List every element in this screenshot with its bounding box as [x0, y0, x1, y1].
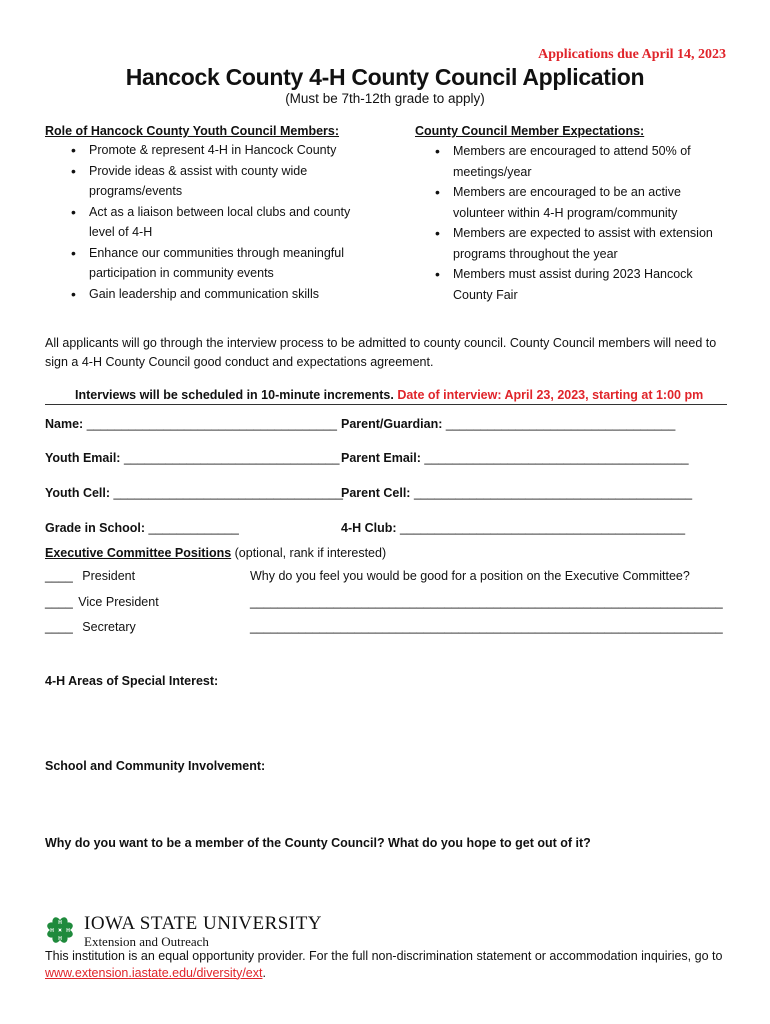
grade-blank[interactable]: _____________ — [148, 521, 239, 535]
executive-answer-line[interactable]: ____________________________________________________________________ — [250, 620, 723, 634]
statement-end: . — [262, 965, 266, 980]
youth-cell-field[interactable] — [45, 486, 343, 500]
university-name: IOWA STATE UNIVERSITY — [84, 913, 323, 934]
role-list — [65, 140, 365, 304]
club-field[interactable] — [341, 521, 685, 535]
position-blank[interactable]: ____ — [45, 620, 73, 634]
list-item: • Act as a liaison between local clubs and county level of 4-H — [65, 202, 365, 243]
position-secretary[interactable] — [45, 620, 136, 634]
expectations-heading: County Council Member Expectations: — [415, 124, 645, 138]
due-date: Applications due April 14, 2023 — [538, 47, 726, 62]
club-blank[interactable]: _________________________________________ — [400, 521, 686, 535]
youth-email-field[interactable] — [45, 451, 339, 465]
parent-cell-blank[interactable]: ________________________________________ — [413, 486, 693, 500]
parent-field[interactable] — [341, 417, 675, 431]
why-member-heading: Why do you want to be a member of the County Council? What do you hope to get out of it? — [45, 836, 591, 850]
diversity-link[interactable]: www.extension.iastate.edu/diversity/ext — [45, 965, 263, 980]
list-item: • Promote & represent 4-H in Hancock County — [65, 140, 365, 161]
parent-label: Parent/Guardian: — [341, 417, 443, 431]
youth-cell-label: Youth Cell: — [45, 486, 111, 500]
parent-email-blank[interactable]: ______________________________________ — [424, 451, 689, 465]
executive-question: Why do you feel you would be good for a position on the Executive Committee? — [250, 569, 690, 583]
position-president[interactable] — [45, 569, 135, 583]
svg-text:H: H — [50, 928, 54, 934]
involvement-heading: School and Community Involvement: — [45, 759, 266, 773]
parent-cell-field[interactable] — [341, 486, 692, 500]
position-blank[interactable]: ____ — [45, 595, 73, 609]
name-label: Name: — [45, 417, 84, 431]
executive-heading — [45, 546, 386, 560]
parent-email-field[interactable] — [341, 451, 689, 465]
position-label: President — [82, 569, 136, 583]
svg-text:H: H — [66, 928, 70, 934]
list-item: • Provide ideas & assist with county wide programs/events — [65, 161, 365, 202]
list-item: • Members must assist during 2023 Hancock County Fair — [429, 264, 730, 305]
university-unit: Extension and Outreach — [84, 934, 209, 949]
interview-date: Date of interview: April 23, 2023, starting at 1:00 pm — [397, 388, 704, 402]
special-interest-heading: 4-H Areas of Special Interest: — [45, 674, 219, 688]
list-item: • Gain leadership and communication skills — [65, 284, 365, 305]
svg-text:H: H — [58, 920, 62, 926]
executive-answer-line[interactable]: ____________________________________________________________________ — [250, 595, 723, 609]
list-item: • Members are encouraged to be an active volunteer within 4-H program/community — [429, 182, 730, 223]
role-section — [45, 124, 365, 304]
youth-email-blank[interactable]: _______________________________ — [123, 451, 340, 465]
position-blank[interactable]: ____ — [45, 569, 73, 583]
name-field[interactable] — [45, 417, 337, 431]
expectations-list — [429, 141, 730, 305]
parent-email-label: Parent Email: — [341, 451, 421, 465]
role-heading: Role of Hancock County Youth Council Members: — [45, 124, 340, 138]
interview-notice — [45, 388, 727, 405]
list-item: • Enhance our communities through meaningful participation in community events — [65, 243, 365, 284]
position-label: Secretary — [82, 620, 136, 634]
youth-email-label: Youth Email: — [45, 451, 121, 465]
grade-label: Grade in School: — [45, 521, 146, 535]
executive-note: (optional, rank if interested) — [231, 546, 387, 560]
grade-field[interactable] — [45, 521, 239, 535]
page-subtitle: (Must be 7th-12th grade to apply) — [285, 91, 485, 106]
svg-text:H: H — [58, 936, 62, 942]
intro-paragraph: All applicants will go through the interview process to be admitted to county council. County Council members will need to sign a 4-H County Council good conduct and expectations agreement. — [45, 336, 717, 369]
footer-statement — [45, 948, 735, 981]
expectations-section — [415, 124, 730, 305]
interview-label: Interviews will be scheduled in 10-minute increments. — [75, 388, 394, 402]
list-item: • Members are expected to assist with extension programs throughout the year — [429, 223, 730, 264]
name-blank[interactable]: ____________________________________ — [86, 417, 337, 431]
club-label: 4-H Club: — [341, 521, 397, 535]
parent-blank[interactable]: _________________________________ — [445, 417, 676, 431]
parent-cell-label: Parent Cell: — [341, 486, 411, 500]
position-vice-president[interactable] — [45, 595, 159, 609]
isu-logo — [84, 914, 322, 949]
position-label: Vice President — [78, 595, 159, 609]
statement-text: This institution is an equal opportunity provider. For the full non-discrimination statement or accommodation inquiries, go to — [45, 949, 723, 963]
executive-heading-label: Executive Committee Positions — [45, 546, 232, 560]
clover-icon — [44, 914, 76, 951]
page-title: Hancock County 4-H County Council Application — [125, 64, 645, 90]
youth-cell-blank[interactable]: _________________________________ — [113, 486, 343, 500]
list-item: • Members are encouraged to attend 50% of meetings/year — [429, 141, 730, 182]
